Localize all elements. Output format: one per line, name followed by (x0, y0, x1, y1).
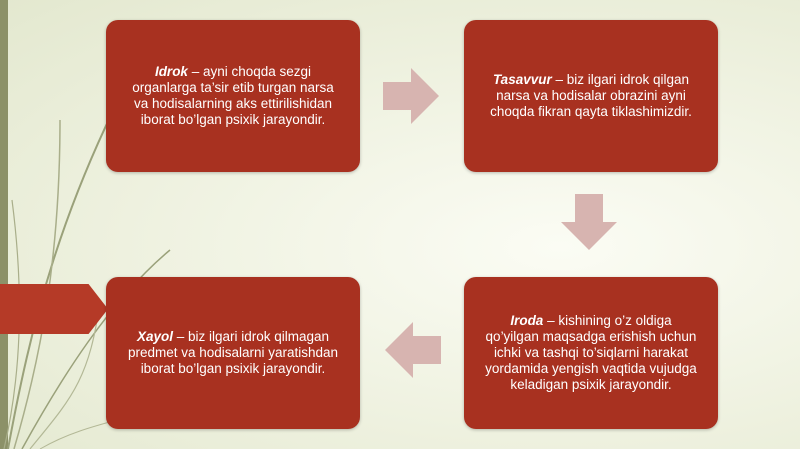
iroda-text: – kishining o’z oldiga qo’yilgan maqsadga erishish uchun ichki va tashqi to’siqlarni harakat yordamida yengish vaqtida vujudga keladigan psixik jarayondir. (485, 313, 697, 392)
idrok-box (106, 20, 360, 172)
tasavvur-text: – biz ilgari idrok qilgan narsa va hodisalar obrazini ayni choqda fikran qayta tiklashimizdir. (490, 72, 692, 119)
iroda-box (464, 277, 718, 429)
idrok-term: Idrok (154, 64, 188, 79)
xayol-box (106, 277, 360, 429)
tasavvur-box (464, 20, 718, 172)
arrow-right-icon (383, 68, 439, 124)
idrok-text: – ayni choqda sezgi organlarga ta’sir etib turgan narsa va hodisalarning aks ettirilishidan iborat bo’lgan psixik jarayondir. (132, 64, 334, 127)
iroda-term: Iroda (510, 313, 544, 328)
tasavvur-term: Tasavvur (492, 72, 552, 87)
left-tab-accent (0, 284, 108, 334)
xayol-term: Xayol (136, 329, 173, 344)
arrow-down-icon (561, 194, 617, 250)
arrow-left-icon (385, 322, 441, 378)
xayol-text: – biz ilgari idrok qilmagan predmet va hodisalarni yaratishdan iborat bo’lgan psixik jarayondir. (127, 329, 339, 376)
